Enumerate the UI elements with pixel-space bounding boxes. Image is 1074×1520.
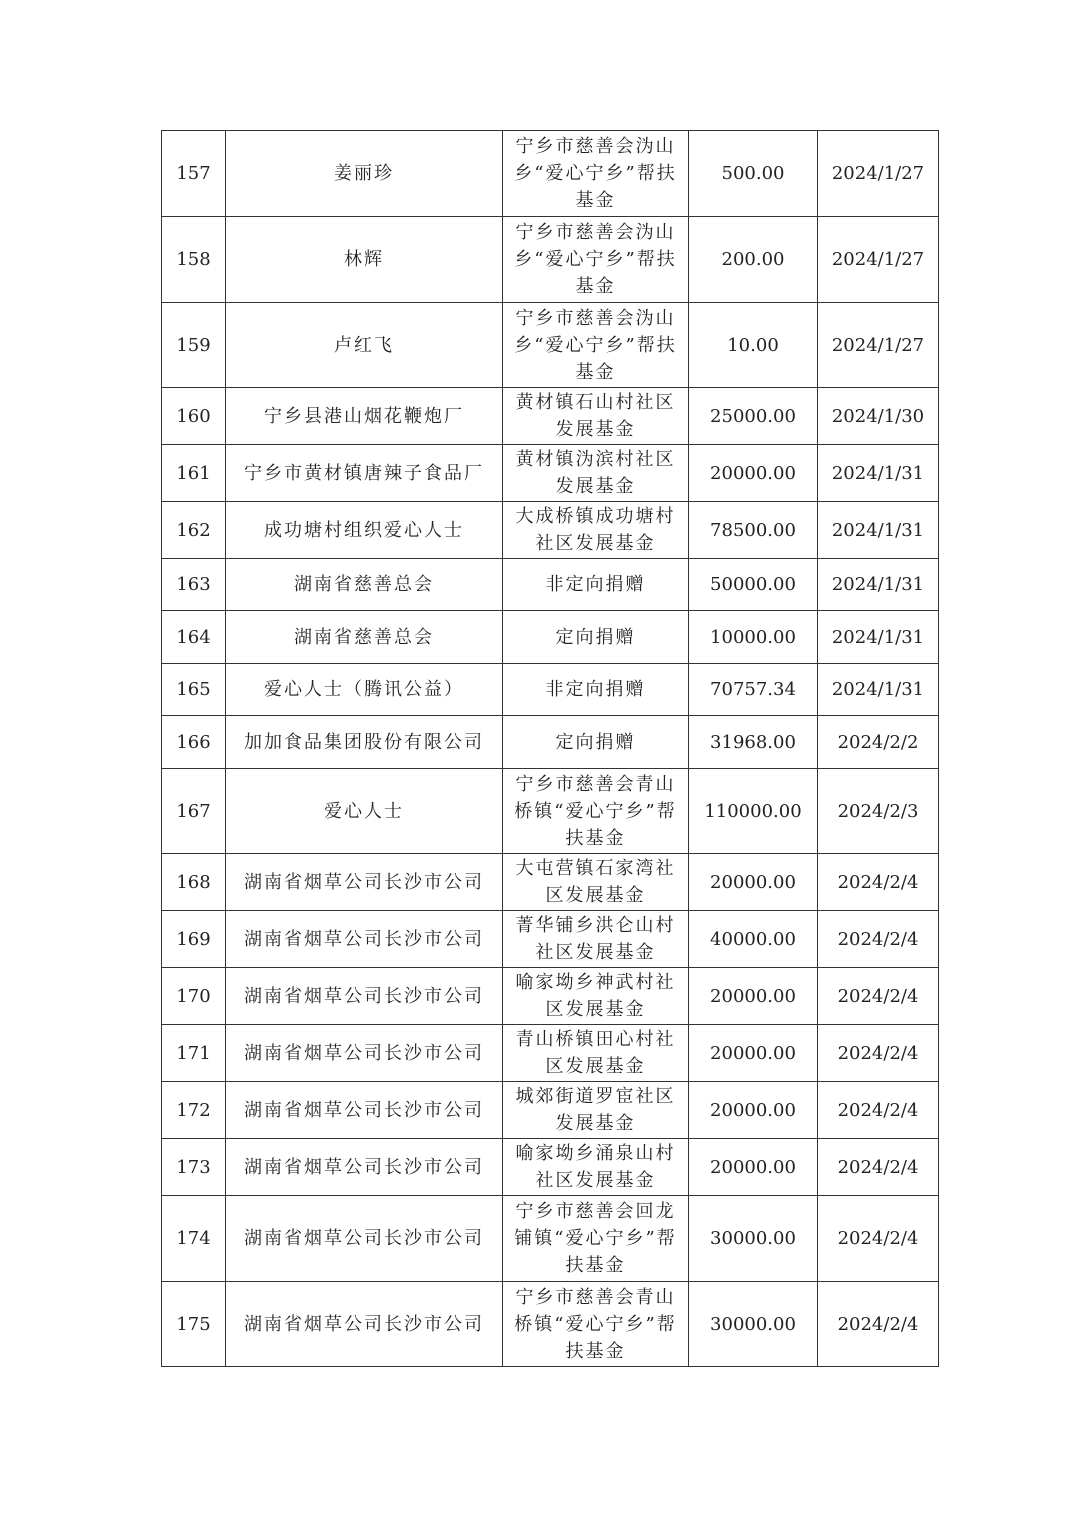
donation-date: 2024/2/4 bbox=[818, 968, 939, 1025]
row-number: 167 bbox=[162, 769, 226, 854]
row-number: 163 bbox=[162, 559, 226, 611]
row-number: 164 bbox=[162, 611, 226, 664]
donation-date: 2024/1/31 bbox=[818, 502, 939, 559]
fund-name: 宁乡市慈善会青山桥镇“爱心宁乡”帮扶基金 bbox=[503, 769, 689, 854]
donor-name: 爱心人士（腾讯公益） bbox=[226, 664, 503, 716]
donation-amount: 31968.00 bbox=[689, 716, 818, 769]
fund-name: 定向捐赠 bbox=[503, 716, 689, 769]
fund-name: 青山桥镇田心村社区发展基金 bbox=[503, 1025, 689, 1082]
fund-name: 黄材镇石山村社区发展基金 bbox=[503, 388, 689, 445]
donation-date: 2024/1/27 bbox=[818, 217, 939, 303]
donor-name: 湖南省烟草公司长沙市公司 bbox=[226, 1139, 503, 1196]
donor-name: 卢红飞 bbox=[226, 303, 503, 388]
donation-date: 2024/1/31 bbox=[818, 611, 939, 664]
table-row bbox=[162, 611, 939, 664]
row-number: 161 bbox=[162, 445, 226, 502]
fund-name: 黄材镇沩滨村社区发展基金 bbox=[503, 445, 689, 502]
donation-date: 2024/1/27 bbox=[818, 131, 939, 217]
table-row bbox=[162, 502, 939, 559]
table-row bbox=[162, 911, 939, 968]
row-number: 159 bbox=[162, 303, 226, 388]
donor-name: 宁乡市黄材镇唐辣子食品厂 bbox=[226, 445, 503, 502]
table-row bbox=[162, 131, 939, 217]
fund-name: 喻家坳乡神武村社区发展基金 bbox=[503, 968, 689, 1025]
table-row bbox=[162, 1196, 939, 1282]
donor-name: 湖南省慈善总会 bbox=[226, 559, 503, 611]
donor-name: 姜丽珍 bbox=[226, 131, 503, 217]
donor-name: 成功塘村组织爱心人士 bbox=[226, 502, 503, 559]
table-row bbox=[162, 559, 939, 611]
table-row bbox=[162, 303, 939, 388]
fund-name: 宁乡市慈善会青山桥镇“爱心宁乡”帮扶基金 bbox=[503, 1282, 689, 1367]
fund-name: 非定向捐赠 bbox=[503, 559, 689, 611]
donation-amount: 20000.00 bbox=[689, 968, 818, 1025]
table-row bbox=[162, 1139, 939, 1196]
row-number: 162 bbox=[162, 502, 226, 559]
table-row bbox=[162, 716, 939, 769]
donation-date: 2024/2/4 bbox=[818, 1196, 939, 1282]
donor-name: 宁乡县港山烟花鞭炮厂 bbox=[226, 388, 503, 445]
row-number: 170 bbox=[162, 968, 226, 1025]
donation-amount: 10000.00 bbox=[689, 611, 818, 664]
table-row bbox=[162, 1282, 939, 1367]
fund-name: 菁华铺乡洪仑山村社区发展基金 bbox=[503, 911, 689, 968]
fund-name: 宁乡市慈善会沩山乡“爱心宁乡”帮扶基金 bbox=[503, 217, 689, 303]
donor-name: 加加食品集团股份有限公司 bbox=[226, 716, 503, 769]
donor-name: 湖南省慈善总会 bbox=[226, 611, 503, 664]
donor-name: 林辉 bbox=[226, 217, 503, 303]
row-number: 173 bbox=[162, 1139, 226, 1196]
table-row bbox=[162, 968, 939, 1025]
row-number: 158 bbox=[162, 217, 226, 303]
donation-amount: 200.00 bbox=[689, 217, 818, 303]
donor-name: 湖南省烟草公司长沙市公司 bbox=[226, 1082, 503, 1139]
row-number: 168 bbox=[162, 854, 226, 911]
fund-name: 城郊街道罗宦社区发展基金 bbox=[503, 1082, 689, 1139]
table-row bbox=[162, 854, 939, 911]
row-number: 171 bbox=[162, 1025, 226, 1082]
fund-name: 大屯营镇石家湾社区发展基金 bbox=[503, 854, 689, 911]
row-number: 169 bbox=[162, 911, 226, 968]
donation-date: 2024/1/27 bbox=[818, 303, 939, 388]
donation-amount: 78500.00 bbox=[689, 502, 818, 559]
donation-amount: 10.00 bbox=[689, 303, 818, 388]
donation-amount: 20000.00 bbox=[689, 1082, 818, 1139]
donation-amount: 20000.00 bbox=[689, 1025, 818, 1082]
fund-name: 定向捐赠 bbox=[503, 611, 689, 664]
donation-date: 2024/1/31 bbox=[818, 559, 939, 611]
donation-date: 2024/2/2 bbox=[818, 716, 939, 769]
table-row bbox=[162, 217, 939, 303]
donor-name: 爱心人士 bbox=[226, 769, 503, 854]
donor-name: 湖南省烟草公司长沙市公司 bbox=[226, 1025, 503, 1082]
donor-name: 湖南省烟草公司长沙市公司 bbox=[226, 1282, 503, 1367]
table-row bbox=[162, 1082, 939, 1139]
fund-name: 大成桥镇成功塘村社区发展基金 bbox=[503, 502, 689, 559]
donor-name: 湖南省烟草公司长沙市公司 bbox=[226, 911, 503, 968]
donor-name: 湖南省烟草公司长沙市公司 bbox=[226, 1196, 503, 1282]
fund-name: 宁乡市慈善会沩山乡“爱心宁乡”帮扶基金 bbox=[503, 303, 689, 388]
table-row bbox=[162, 664, 939, 716]
donation-date: 2024/2/3 bbox=[818, 769, 939, 854]
donor-name: 湖南省烟草公司长沙市公司 bbox=[226, 968, 503, 1025]
row-number: 165 bbox=[162, 664, 226, 716]
fund-name: 宁乡市慈善会回龙铺镇“爱心宁乡”帮扶基金 bbox=[503, 1196, 689, 1282]
fund-name: 非定向捐赠 bbox=[503, 664, 689, 716]
donation-amount: 30000.00 bbox=[689, 1196, 818, 1282]
row-number: 160 bbox=[162, 388, 226, 445]
donation-amount: 50000.00 bbox=[689, 559, 818, 611]
donation-date: 2024/2/4 bbox=[818, 1282, 939, 1367]
donation-date: 2024/2/4 bbox=[818, 1025, 939, 1082]
donation-table bbox=[161, 130, 939, 1367]
donation-amount: 20000.00 bbox=[689, 1139, 818, 1196]
donation-amount: 20000.00 bbox=[689, 854, 818, 911]
table-row bbox=[162, 769, 939, 854]
donation-date: 2024/2/4 bbox=[818, 854, 939, 911]
fund-name: 宁乡市慈善会沩山乡“爱心宁乡”帮扶基金 bbox=[503, 131, 689, 217]
table-row bbox=[162, 388, 939, 445]
row-number: 175 bbox=[162, 1282, 226, 1367]
row-number: 172 bbox=[162, 1082, 226, 1139]
fund-name: 喻家坳乡涌泉山村社区发展基金 bbox=[503, 1139, 689, 1196]
table-row bbox=[162, 445, 939, 502]
donation-date: 2024/2/4 bbox=[818, 911, 939, 968]
donation-amount: 110000.00 bbox=[689, 769, 818, 854]
donation-date: 2024/2/4 bbox=[818, 1082, 939, 1139]
row-number: 174 bbox=[162, 1196, 226, 1282]
donation-date: 2024/1/31 bbox=[818, 445, 939, 502]
donation-date: 2024/1/30 bbox=[818, 388, 939, 445]
table-row bbox=[162, 1025, 939, 1082]
donor-name: 湖南省烟草公司长沙市公司 bbox=[226, 854, 503, 911]
donation-amount: 70757.34 bbox=[689, 664, 818, 716]
donation-amount: 20000.00 bbox=[689, 445, 818, 502]
donation-amount: 500.00 bbox=[689, 131, 818, 217]
donation-date: 2024/1/31 bbox=[818, 664, 939, 716]
donation-amount: 40000.00 bbox=[689, 911, 818, 968]
row-number: 166 bbox=[162, 716, 226, 769]
donation-date: 2024/2/4 bbox=[818, 1139, 939, 1196]
donation-amount: 25000.00 bbox=[689, 388, 818, 445]
donation-amount: 30000.00 bbox=[689, 1282, 818, 1367]
row-number: 157 bbox=[162, 131, 226, 217]
